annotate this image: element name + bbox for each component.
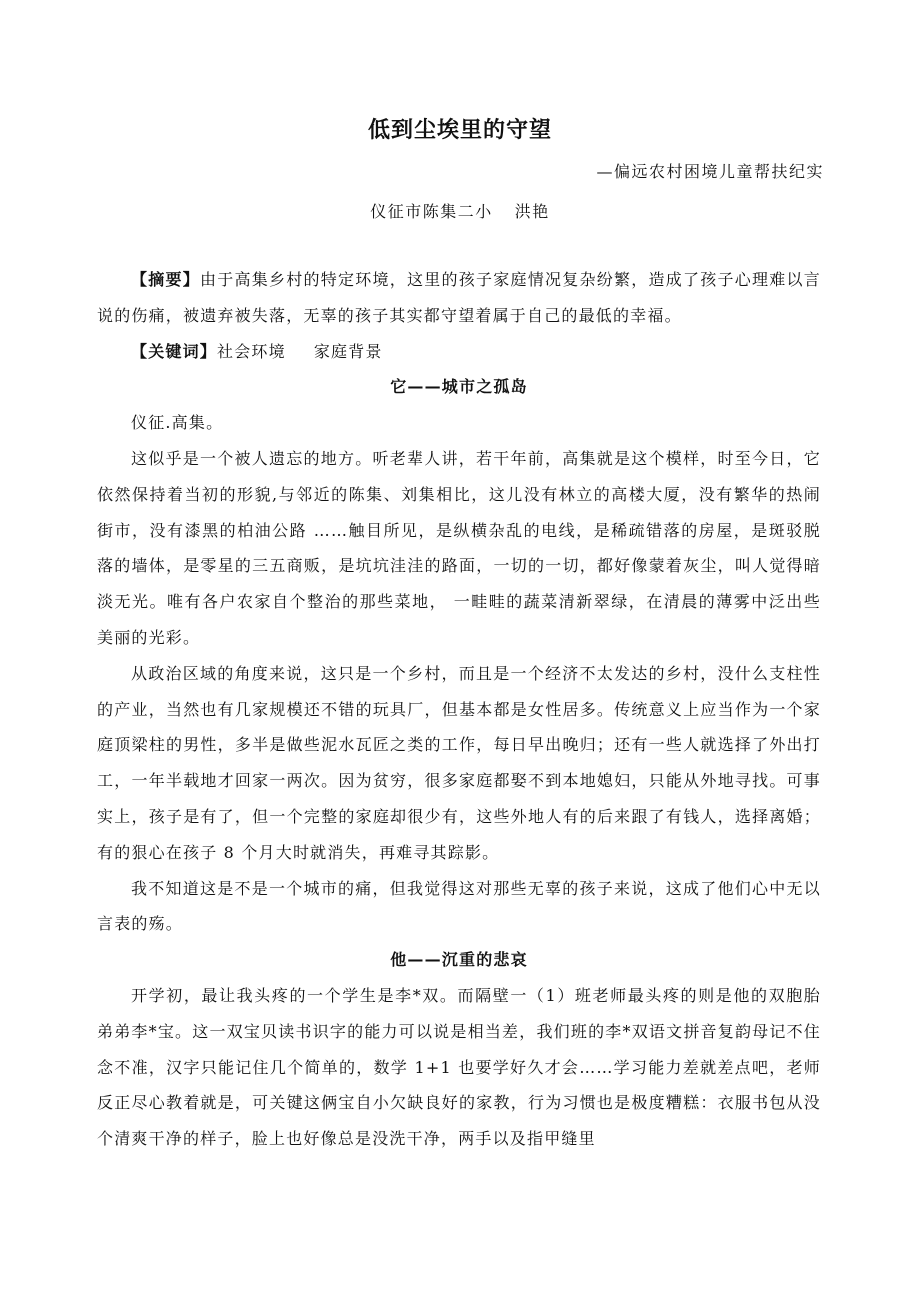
body-paragraph: 这似乎是一个被人遗忘的地方。听老辈人讲，若干年前，高集就是这个模样，时至今日，它依然保持着当初的形貌,与邻近的陈集、刘集相比，这儿没有林立的高楼大厦，没有繁华的热闹街市，没有漆黑的柏油公路 ……触目所见，是纵横杂乱的电线，是稀疏错落的房屋，是斑驳脱落的墙体，是零星的三五商贩，是坑坑洼洼的路面，一切的一切，都好像蒙着灰尘，叫人觉得暗淡无光。唯有各户农家自个整治的那些菜地， 一畦畦的蔬菜清新翠绿，在清晨的薄雾中泛出些美丽的光彩。	[97, 448, 821, 647]
keywords-paragraph	[97, 334, 821, 370]
abstract-label: 【摘要】	[131, 270, 201, 289]
keywords-label: 【关键词】	[131, 341, 218, 361]
abstract-text: 由于高集乡村的特定环境，这里的孩子家庭情况复杂纷繁，造成了孩子心理难以言说的伤痛，被遗弃被失落，无辜的孩子其实都守望着属于自己的最低的幸福。	[97, 270, 821, 325]
author-name: 洪艳	[514, 202, 550, 221]
section-heading: 他——沉重的悲哀	[390, 950, 528, 970]
keyword-item: 家庭背景	[313, 341, 383, 361]
body-paragraph: 开学初，最让我头疼的一个学生是李*双。而隔壁一（1）班老师最头疼的则是他的双胞胎弟弟李*宝。这一双宝贝读书识字的能力可以说是相当差，我们班的李*双语文拼音复韵母记不住念不准，汉字只能记住几个简单的，数学 1+1 也要学好久才会……学习能力差就差点吧，老师反正尽心教着就是，可关键这俩宝自小欠缺良好的家教，行为习惯也是极度糟糕：衣服书包从没个清爽干净的样子，脸上也好像总是没洗干净，两手以及指甲缝里	[97, 985, 821, 1149]
abstract-paragraph	[97, 262, 821, 334]
body-paragraph: 仪征.高集。	[131, 413, 224, 433]
body-paragraph: 从政治区域的角度来说，这只是一个乡村，而且是一个经济不太发达的乡村，没什么支柱性的产业，当然也有几家规模还不错的玩具厂，但基本都是女性居多。传统意义上应当作为一个家庭顶梁柱的男性，多半是做些泥水瓦匠之类的工作，每日早出晚归；还有一些人就选择了外出打工，一年半载地才回家一两次。因为贫穷，很多家庭都娶不到本地媳妇，只能从外地寻找。可事实上，孩子是有了，但一个完整的家庭却很少有，这些外地人有的后来跟了有钱人，选择离婚；有的狠心在孩子 8 个月大时就消失，再难寻其踪影。	[97, 663, 821, 862]
body-paragraph: 我不知道这是不是一个城市的痛，但我觉得这对那些无辜的孩子来说，这成了他们心中无以言表的殇。	[97, 878, 821, 934]
section-heading: 它——城市之孤岛	[390, 377, 528, 397]
keyword-item: 社会环境	[217, 341, 286, 361]
author-line	[0, 199, 920, 222]
document-subtitle: —偏远农村困境儿童帮扶纪实	[596, 162, 824, 181]
document-title: 低到尘埃里的守望	[367, 118, 552, 143]
author-school: 仪征市陈集二小	[370, 202, 493, 221]
document-body	[97, 262, 821, 1157]
